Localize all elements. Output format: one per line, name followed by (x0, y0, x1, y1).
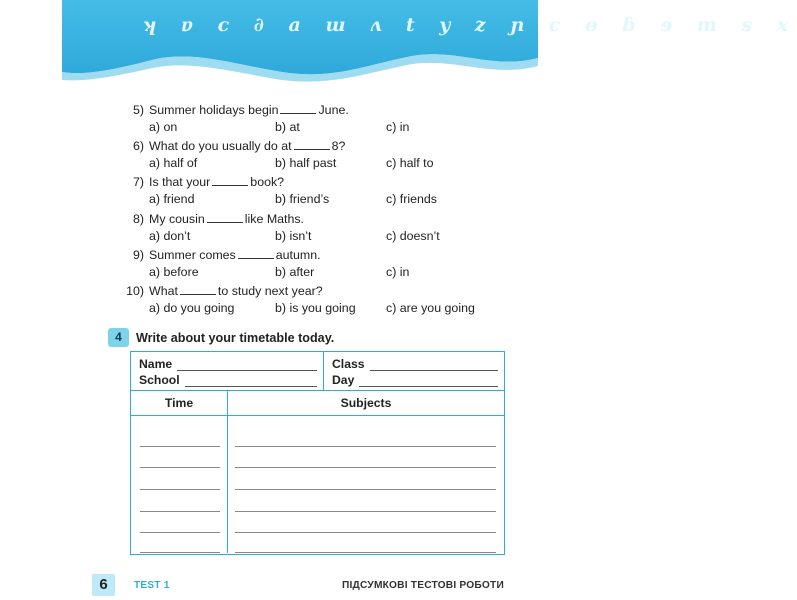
time-line[interactable] (140, 490, 220, 512)
question-text: Is that your (149, 175, 211, 190)
question-text: What do you usually do at (149, 139, 292, 154)
question-10 (120, 283, 500, 319)
answer-blank[interactable] (212, 175, 248, 186)
question-text: to study next year? (217, 283, 323, 298)
school-field[interactable] (139, 371, 317, 387)
option-b[interactable]: b) at (275, 120, 300, 134)
question-9 (120, 247, 500, 283)
timetable-form (130, 351, 505, 555)
question-text: My cousin (149, 211, 205, 226)
subject-line[interactable] (235, 447, 496, 469)
class-line[interactable] (370, 359, 498, 371)
question-6 (120, 138, 500, 174)
day-label: Day (332, 373, 355, 387)
answer-blank[interactable] (280, 103, 316, 114)
time-line[interactable] (140, 468, 220, 490)
option-c[interactable]: c) friends (386, 192, 437, 207)
option-a[interactable]: a) before (149, 264, 199, 279)
question-number: 8) (132, 211, 144, 226)
question-text: What (149, 283, 178, 298)
class-field[interactable] (332, 355, 498, 371)
option-c[interactable]: c) in (386, 264, 410, 279)
answer-blank[interactable] (180, 284, 216, 295)
option-c[interactable]: c) are you going (386, 300, 475, 315)
name-field[interactable] (139, 355, 317, 371)
question-7 (120, 174, 500, 210)
timetable-info (131, 352, 504, 391)
task-header (108, 328, 334, 347)
class-label: Class (332, 357, 365, 371)
header-banner (62, 0, 797, 82)
timetable-column-headers (131, 391, 504, 416)
time-line[interactable] (140, 512, 220, 534)
answer-blank[interactable] (238, 248, 274, 259)
time-column (131, 416, 228, 553)
question-number: 5) (132, 103, 144, 117)
option-a[interactable]: a) on (149, 120, 178, 134)
page-number: 6 (92, 574, 115, 596)
question-number: 10) (126, 283, 144, 298)
time-header: Time (131, 391, 228, 415)
info-right (324, 352, 504, 390)
decorative-letters: ʞ ɐ c ∂ a ɯ ʌ t y z ɲ c ɵ ɓ ɘ m s x (142, 14, 797, 36)
answer-blank[interactable] (207, 212, 243, 223)
name-line[interactable] (177, 359, 317, 371)
subject-line[interactable] (235, 425, 496, 447)
option-c[interactable]: c) in (386, 120, 410, 134)
page-footer (92, 574, 504, 596)
subject-line[interactable] (235, 512, 496, 534)
question-text: autumn. (275, 247, 321, 262)
option-b[interactable]: b) half past (275, 156, 337, 171)
task-title: Write about your timetable today. (136, 330, 335, 345)
subject-line[interactable] (235, 533, 496, 553)
subject-line[interactable] (235, 490, 496, 512)
question-text: Summer holidays begin (149, 103, 279, 117)
section-title: ПІДСУМКОВІ ТЕСТОВІ РОБОТИ (341, 580, 504, 591)
option-a[interactable]: a) don’t (149, 228, 191, 243)
option-c[interactable]: c) doesn’t (386, 228, 440, 243)
question-text: June. (318, 103, 349, 117)
option-b[interactable]: b) is you going (275, 300, 356, 315)
school-line[interactable] (185, 375, 317, 387)
question-list (120, 102, 500, 319)
question-number: 9) (132, 247, 144, 262)
day-line[interactable] (359, 375, 498, 387)
answer-blank[interactable] (294, 139, 330, 150)
time-line[interactable] (140, 425, 220, 447)
option-b[interactable]: b) after (275, 264, 315, 279)
question-number: 6) (132, 139, 144, 154)
question-text: 8? (331, 139, 346, 154)
option-a[interactable]: a) friend (149, 192, 195, 207)
question-text: book? (250, 175, 285, 190)
option-b[interactable]: b) isn’t (275, 228, 312, 243)
subjects-header: Subjects (340, 396, 392, 410)
day-field[interactable] (332, 371, 498, 387)
question-text: Summer comes (149, 247, 236, 262)
school-label: School (139, 373, 180, 387)
info-left (131, 352, 324, 390)
question-8 (120, 211, 500, 247)
task-number-badge: 4 (108, 328, 129, 347)
subjects-column (228, 416, 504, 553)
option-a[interactable]: a) do you going (149, 300, 235, 315)
subject-line[interactable] (235, 468, 496, 490)
question-5 (120, 102, 500, 138)
option-c[interactable]: c) half to (386, 156, 434, 171)
question-text: like Maths. (244, 211, 304, 226)
option-b[interactable]: b) friend’s (275, 192, 330, 207)
timetable-rows (131, 416, 504, 553)
name-label: Name (139, 357, 173, 371)
time-line[interactable] (140, 447, 220, 469)
question-number: 7) (132, 175, 144, 190)
option-a[interactable]: a) half of (149, 156, 198, 171)
test-label: TEST 1 (134, 580, 170, 591)
time-line[interactable] (140, 533, 220, 553)
